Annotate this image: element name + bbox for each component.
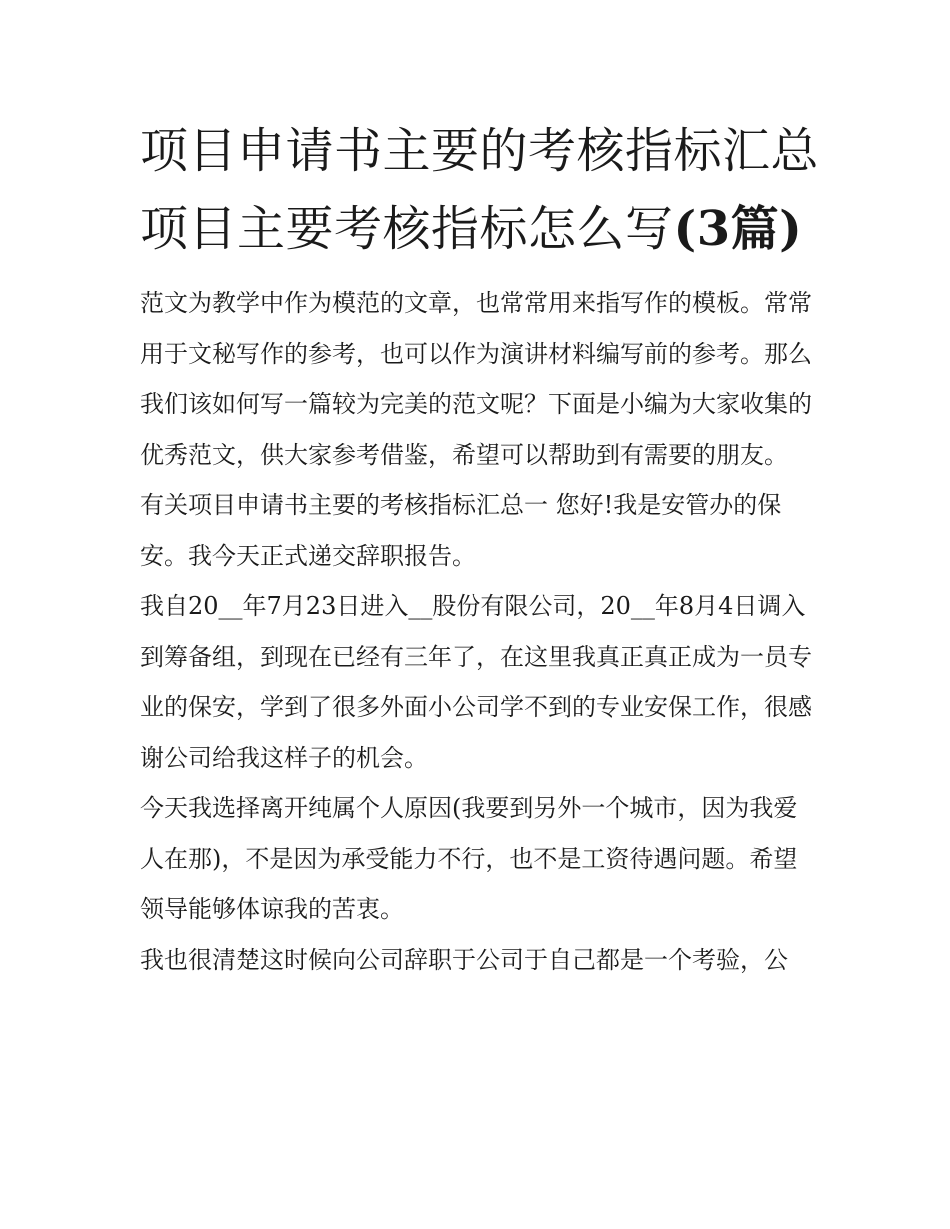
title-main: 项目申请书主要的考核指标汇总 项目主要考核指标怎么写 (140, 123, 820, 257)
document-page (140, 112, 820, 985)
title-tail: (3篇) (673, 201, 803, 257)
paragraph-history: 我自20__年7月23日进入__股份有限公司，20__年8月4日调入到筹备组，到现在已经有三年了，在这里我真正真正成为一员专业的保安，学到了很多外面小公司学不到的专业安保工作，很感谢公司给我这样子的机会。 (140, 592, 812, 772)
paragraph-greeting: 有关项目申请书主要的考核指标汇总一 您好!我是安管办的保安。我今天正式递交辞职报告。 (140, 491, 782, 570)
document-title (140, 112, 820, 268)
paragraph-intro: 范文为教学中作为模范的文章，也常常用来指写作的模板。常常用于文秘写作的参考，也可以作为演讲材料编写前的参考。那么我们该如何写一篇较为完美的范文呢？下面是小编为大家收集的优秀范文，供大家参考借鉴，希望可以帮助到有需要的朋友。 (140, 289, 812, 469)
paragraph-reason: 今天我选择离开纯属个人原因(我要到另外一个城市，因为我爱人在那)，不是因为承受能力不行，也不是工资待遇问题。希望领导能够体谅我的苦衷。 (140, 794, 798, 923)
paragraph-closing: 我也很清楚这时候向公司辞职于公司于自己都是一个考验，公 (140, 945, 788, 974)
